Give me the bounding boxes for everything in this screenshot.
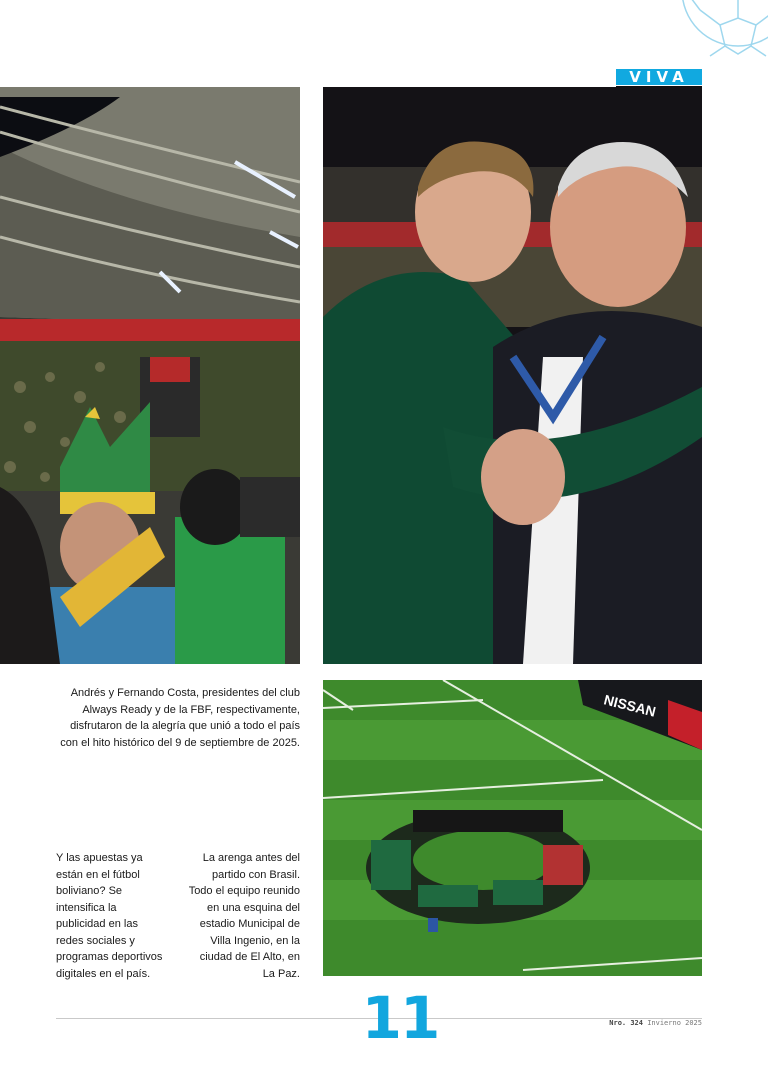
fans-stands-photo	[0, 87, 300, 664]
page-number: 11	[361, 984, 439, 1052]
nissan-sign-text: NISSAN	[602, 691, 658, 720]
team-huddle-photo	[323, 680, 702, 976]
presidents-hug-photo	[323, 87, 702, 664]
presidents-caption: Andrés y Fernando Costa, presidentes del club Always Ready y de la FBF, respectivamente, disfrutaron de la alegría que unió a todo el país con el hito histórico del 9 de septiembre de 2025.	[60, 687, 300, 749]
betting-caption: Y las apuestas ya están en el fútbol boliviano? Se intensifica la publicidad en las redes sociales y programas deportivos digitales en el país.	[56, 852, 163, 980]
issue-season: Invierno 2025	[647, 1019, 702, 1027]
soccer-ball-icon	[680, 0, 768, 70]
issue-info	[560, 1019, 702, 1027]
logo-viva-text: VIVA	[616, 69, 702, 85]
issue-number: Nro. 324	[609, 1019, 643, 1027]
huddle-caption: La arenga antes del partido con Brasil. Todo el equipo reunido en una esquina del estadio Municipal de Villa Ingenio, en la ciudad de El Alto, en La Paz.	[188, 852, 300, 980]
